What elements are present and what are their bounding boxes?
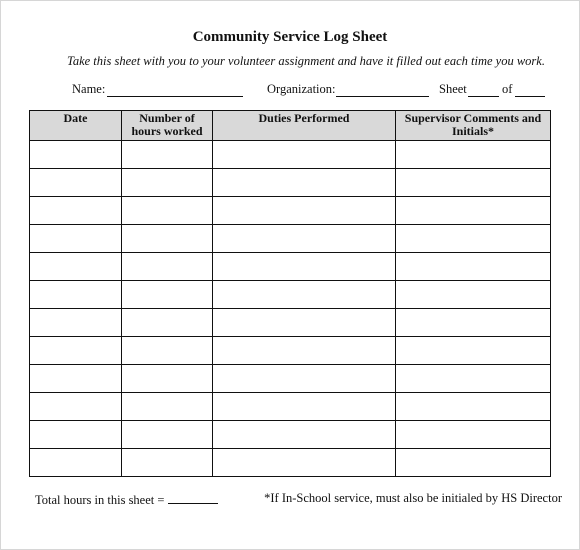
table-row — [30, 337, 551, 365]
date-cell[interactable] — [30, 337, 122, 365]
hours-cell[interactable] — [122, 309, 213, 337]
duties-cell[interactable] — [213, 253, 396, 281]
header-hours: Number of hours worked — [122, 111, 213, 141]
table-row — [30, 309, 551, 337]
table-row — [30, 449, 551, 477]
organization-label: Organization: — [267, 82, 336, 96]
table-row — [30, 421, 551, 449]
duties-cell[interactable] — [213, 449, 396, 477]
sheet-total-field[interactable] — [515, 96, 545, 97]
table-row — [30, 253, 551, 281]
supervisor-cell[interactable] — [396, 225, 551, 253]
supervisor-cell[interactable] — [396, 449, 551, 477]
supervisor-cell[interactable] — [396, 309, 551, 337]
table-row — [30, 365, 551, 393]
document-title: Community Service Log Sheet — [192, 29, 388, 45]
name-label: Name: — [72, 82, 106, 96]
table-row — [30, 169, 551, 197]
duties-cell[interactable] — [213, 337, 396, 365]
sheet-number-field[interactable] — [468, 96, 499, 97]
date-cell[interactable] — [30, 141, 122, 169]
hours-cell[interactable] — [122, 365, 213, 393]
instructions-text: Take this sheet with you to your volunteer assignment and have it filled out each time you work. — [67, 54, 545, 68]
table-row — [30, 197, 551, 225]
supervisor-cell[interactable] — [396, 281, 551, 309]
duties-cell[interactable] — [213, 393, 396, 421]
duties-cell[interactable] — [213, 169, 396, 197]
duties-cell[interactable] — [213, 281, 396, 309]
date-cell[interactable] — [30, 421, 122, 449]
duties-cell[interactable] — [213, 421, 396, 449]
date-cell[interactable] — [30, 365, 122, 393]
hours-cell[interactable] — [122, 225, 213, 253]
supervisor-cell[interactable] — [396, 253, 551, 281]
supervisor-cell[interactable] — [396, 197, 551, 225]
duties-cell[interactable] — [213, 365, 396, 393]
total-hours-field[interactable] — [168, 491, 218, 504]
hours-cell[interactable] — [122, 281, 213, 309]
duties-cell[interactable] — [213, 309, 396, 337]
hours-cell[interactable] — [122, 421, 213, 449]
date-cell[interactable] — [30, 169, 122, 197]
date-cell[interactable] — [30, 281, 122, 309]
log-table — [29, 110, 551, 477]
hours-cell[interactable] — [122, 449, 213, 477]
header-date: Date — [30, 111, 122, 141]
header-supervisor: Supervisor Comments and Initials* — [396, 111, 551, 141]
hours-cell[interactable] — [122, 169, 213, 197]
hours-cell[interactable] — [122, 337, 213, 365]
supervisor-cell[interactable] — [396, 365, 551, 393]
table-row — [30, 225, 551, 253]
organization-field[interactable] — [336, 96, 429, 97]
supervisor-cell[interactable] — [396, 421, 551, 449]
hours-cell[interactable] — [122, 141, 213, 169]
date-cell[interactable] — [30, 197, 122, 225]
footnote: *If In-School service, must also be initialed by HS Director — [264, 491, 562, 505]
date-cell[interactable] — [30, 449, 122, 477]
of-label: of — [502, 82, 513, 96]
name-field[interactable] — [107, 96, 243, 97]
total-hours-label: Total hours in this sheet = — [35, 493, 165, 507]
total-hours — [35, 491, 218, 508]
date-cell[interactable] — [30, 225, 122, 253]
table-row — [30, 141, 551, 169]
table-row — [30, 281, 551, 309]
duties-cell[interactable] — [213, 141, 396, 169]
supervisor-cell[interactable] — [396, 141, 551, 169]
duties-cell[interactable] — [213, 225, 396, 253]
hours-cell[interactable] — [122, 197, 213, 225]
supervisor-cell[interactable] — [396, 337, 551, 365]
duties-cell[interactable] — [213, 197, 396, 225]
table-row — [30, 393, 551, 421]
header-row — [30, 111, 551, 141]
hours-cell[interactable] — [122, 253, 213, 281]
hours-cell[interactable] — [122, 393, 213, 421]
supervisor-cell[interactable] — [396, 393, 551, 421]
header-duties: Duties Performed — [213, 111, 396, 141]
date-cell[interactable] — [30, 253, 122, 281]
sheet-label: Sheet — [439, 82, 467, 96]
supervisor-cell[interactable] — [396, 169, 551, 197]
date-cell[interactable] — [30, 393, 122, 421]
date-cell[interactable] — [30, 309, 122, 337]
header-fields — [0, 82, 580, 100]
